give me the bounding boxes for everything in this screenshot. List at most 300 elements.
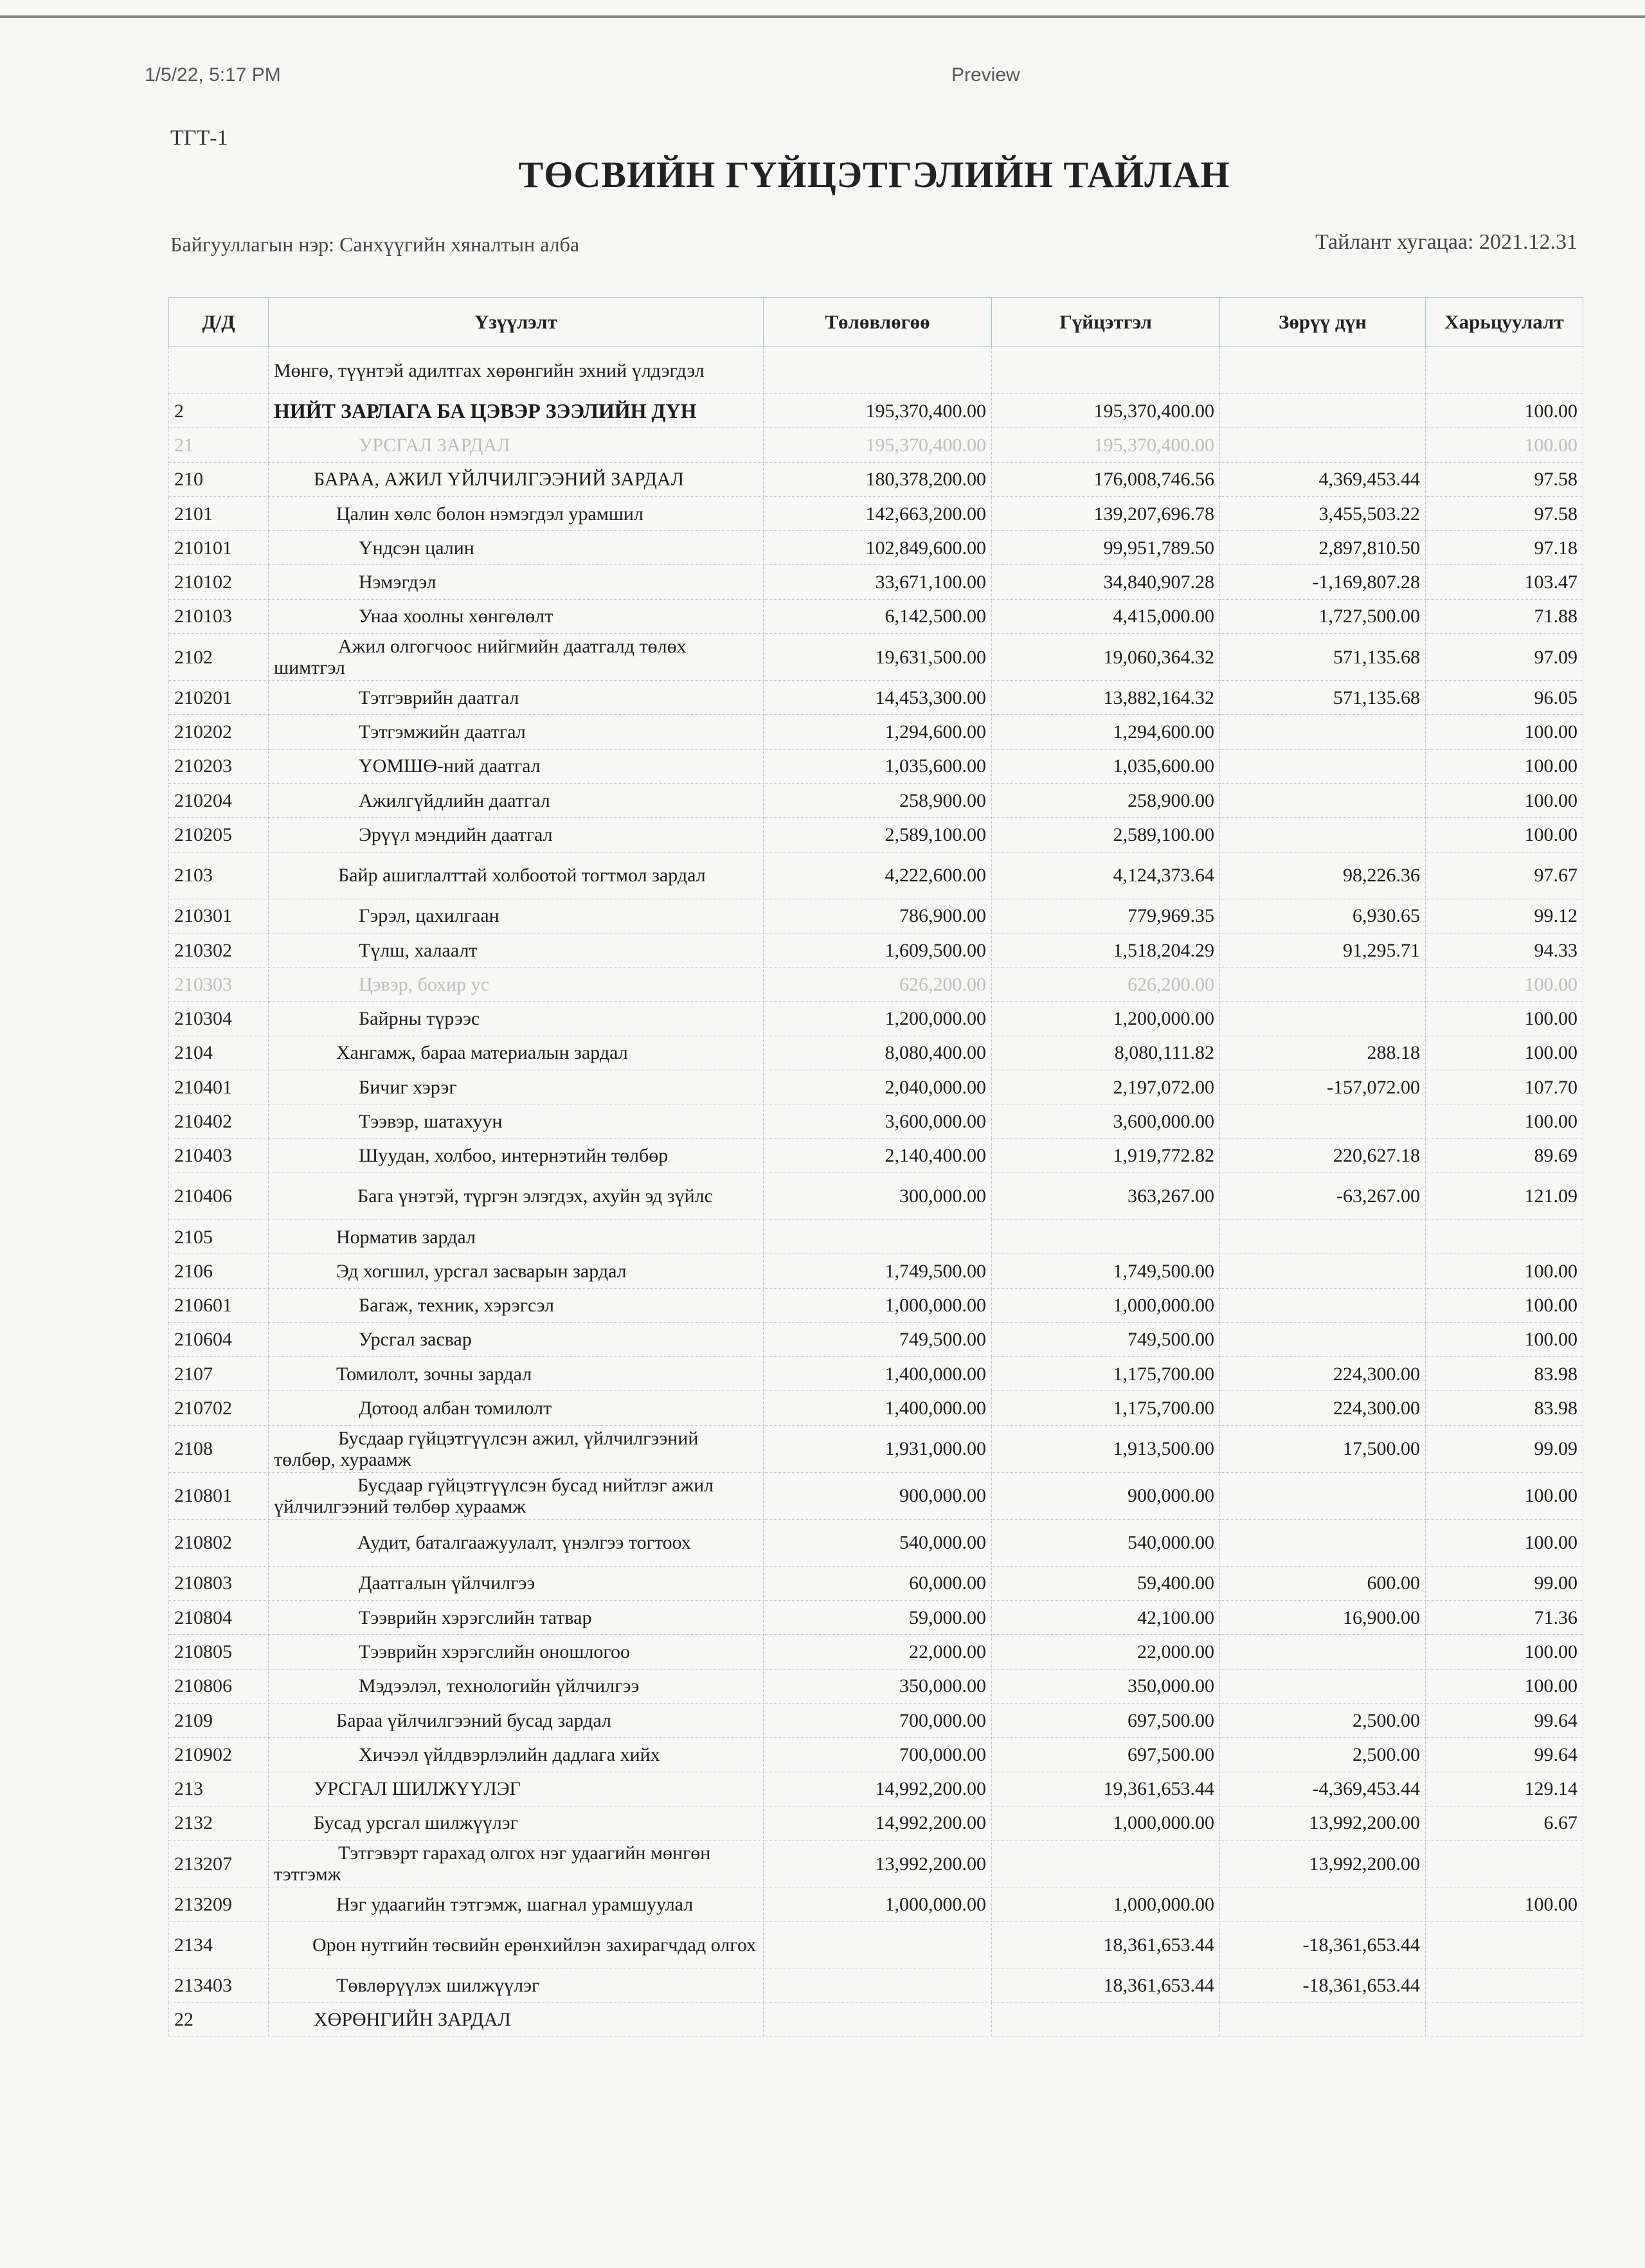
row-code: 210902 (169, 1738, 269, 1772)
row-code: 210201 (169, 681, 269, 715)
row-actual: 19,060,364.32 (992, 634, 1220, 681)
row-difference (1220, 1220, 1426, 1254)
table-row (169, 1138, 1583, 1173)
row-code: 2102 (169, 634, 269, 681)
row-plan (764, 347, 992, 394)
row-plan: 700,000.00 (764, 1738, 992, 1772)
row-plan: 1,035,600.00 (764, 749, 992, 783)
row-ratio: 99.12 (1426, 899, 1583, 933)
row-actual (992, 347, 1220, 394)
table-row (169, 681, 1583, 715)
row-indicator: НИЙТ ЗАРЛАГА БА ЦЭВЭР ЗЭЭЛИЙН ДҮН (269, 394, 764, 428)
table-row (169, 1357, 1583, 1391)
row-ratio: 100.00 (1426, 1472, 1583, 1519)
row-actual (992, 2003, 1220, 2037)
row-actual: 18,361,653.44 (992, 1968, 1220, 2003)
row-indicator: ХӨРӨНГИЙН ЗАРДАЛ (269, 2003, 764, 2037)
row-difference (1220, 1669, 1426, 1703)
row-code: 210806 (169, 1669, 269, 1703)
row-difference (1220, 818, 1426, 852)
row-difference (1220, 1887, 1426, 1922)
table-row (169, 933, 1583, 967)
row-code: 210702 (169, 1391, 269, 1425)
row-code: 2101 (169, 496, 269, 530)
row-code: 210102 (169, 565, 269, 599)
row-code: 210406 (169, 1173, 269, 1220)
row-actual: 626,200.00 (992, 968, 1220, 1002)
row-code: 210805 (169, 1635, 269, 1669)
row-actual (992, 1841, 1220, 1887)
row-difference (1220, 1288, 1426, 1322)
row-code: 213209 (169, 1887, 269, 1922)
row-plan: 540,000.00 (764, 1519, 992, 1566)
row-code: 22 (169, 2003, 269, 2037)
row-code: 210802 (169, 1519, 269, 1566)
row-actual: 59,400.00 (992, 1566, 1220, 1600)
row-plan: 1,000,000.00 (764, 1887, 992, 1922)
row-ratio: 99.09 (1426, 1425, 1583, 1472)
row-plan: 350,000.00 (764, 1669, 992, 1703)
row-actual: 1,035,600.00 (992, 749, 1220, 783)
row-actual: 1,749,500.00 (992, 1254, 1220, 1288)
row-ratio: 121.09 (1426, 1173, 1583, 1220)
row-indicator: Мөнгө, түүнтэй адилтгах хөрөнгийн эхний үлдэгдэл (269, 347, 764, 394)
row-actual: 1,000,000.00 (992, 1887, 1220, 1922)
row-actual: 1,000,000.00 (992, 1288, 1220, 1322)
row-indicator: Төвлөрүүлэх шилжүүлэг (269, 1968, 764, 2003)
row-ratio: 6.67 (1426, 1806, 1583, 1840)
table-row (169, 531, 1583, 565)
row-difference: 224,300.00 (1220, 1391, 1426, 1425)
row-code: 21 (169, 428, 269, 462)
row-indicator: Бараа үйлчилгээний бусад зардал (269, 1703, 764, 1737)
row-difference (1220, 1519, 1426, 1566)
row-code: 213 (169, 1772, 269, 1806)
row-indicator: УРСГАЛ ШИЛЖҮҮЛЭГ (269, 1772, 764, 1806)
row-actual: 1,200,000.00 (992, 1002, 1220, 1036)
row-ratio (1426, 1841, 1583, 1887)
row-ratio: 89.69 (1426, 1138, 1583, 1173)
row-plan (764, 1922, 992, 1968)
row-code: 210202 (169, 715, 269, 749)
row-plan: 1,400,000.00 (764, 1357, 992, 1391)
row-ratio: 99.64 (1426, 1738, 1583, 1772)
table-row (169, 852, 1583, 899)
row-difference: -157,072.00 (1220, 1070, 1426, 1104)
column-header-difference: Зөрүү дүн (1220, 298, 1426, 347)
row-actual: 1,919,772.82 (992, 1138, 1220, 1173)
row-indicator: ҮОМШӨ-ний даатгал (269, 749, 764, 783)
row-plan: 1,609,500.00 (764, 933, 992, 967)
row-ratio: 100.00 (1426, 428, 1583, 462)
table-header-row (169, 298, 1583, 347)
row-difference: 13,992,200.00 (1220, 1806, 1426, 1840)
table-row (169, 1070, 1583, 1104)
table-row (169, 1254, 1583, 1288)
row-difference (1220, 783, 1426, 817)
column-header-ratio: Харьцуулалт (1426, 298, 1583, 347)
row-indicator: Норматив зардал (269, 1220, 764, 1254)
row-ratio: 100.00 (1426, 1036, 1583, 1070)
row-plan: 33,671,100.00 (764, 565, 992, 599)
row-actual: 18,361,653.44 (992, 1922, 1220, 1968)
table-row (169, 1922, 1583, 1968)
row-ratio: 100.00 (1426, 968, 1583, 1002)
row-indicator: Тээврийн хэрэгслийн оношлогоо (269, 1635, 764, 1669)
table-row (169, 1002, 1583, 1036)
page-top-border (0, 15, 1645, 18)
row-ratio (1426, 1968, 1583, 2003)
row-plan: 1,400,000.00 (764, 1391, 992, 1425)
row-difference: 571,135.68 (1220, 681, 1426, 715)
table-row (169, 1601, 1583, 1635)
row-difference (1220, 715, 1426, 749)
table-row (169, 1425, 1583, 1472)
row-plan: 4,222,600.00 (764, 852, 992, 899)
row-plan: 14,992,200.00 (764, 1772, 992, 1806)
row-code: 2108 (169, 1425, 269, 1472)
row-code: 210801 (169, 1472, 269, 1519)
row-indicator: Ажил олгогчоос нийгмийн даатгалд төлөх шимтгэл (269, 634, 764, 681)
row-difference: 91,295.71 (1220, 933, 1426, 967)
row-difference: 600.00 (1220, 1566, 1426, 1600)
row-ratio: 97.58 (1426, 462, 1583, 496)
table-row (169, 1887, 1583, 1922)
row-plan: 786,900.00 (764, 899, 992, 933)
row-plan: 700,000.00 (764, 1703, 992, 1737)
row-code: 210101 (169, 531, 269, 565)
row-difference (1220, 347, 1426, 394)
row-code: 213207 (169, 1841, 269, 1887)
row-difference: 224,300.00 (1220, 1357, 1426, 1391)
row-actual: 779,969.35 (992, 899, 1220, 933)
row-code: 210803 (169, 1566, 269, 1600)
table-row (169, 1772, 1583, 1806)
row-difference: 2,500.00 (1220, 1738, 1426, 1772)
row-actual: 258,900.00 (992, 783, 1220, 817)
row-plan: 2,589,100.00 (764, 818, 992, 852)
row-actual: 19,361,653.44 (992, 1772, 1220, 1806)
row-indicator: Орон нутгийн төсвийн ерөнхийлэн захирагчдад олгох (269, 1922, 764, 1968)
row-ratio (1426, 1922, 1583, 1968)
row-indicator: Багаж, техник, хэрэгсэл (269, 1288, 764, 1322)
row-code: 210302 (169, 933, 269, 967)
row-ratio: 100.00 (1426, 1322, 1583, 1356)
row-code: 2109 (169, 1703, 269, 1737)
row-indicator: Томилолт, зочны зардал (269, 1357, 764, 1391)
row-indicator: Тэтгэвэрт гарахад олгох нэг удаагийн мөнгөн тэтгэмж (269, 1841, 764, 1887)
row-plan (764, 1968, 992, 2003)
row-indicator: Бага үнэтэй, түргэн элэгдэх, ахуйн эд зүйлс (269, 1173, 764, 1220)
row-difference (1220, 2003, 1426, 2037)
row-code: 2103 (169, 852, 269, 899)
row-indicator: Нэмэгдэл (269, 565, 764, 599)
print-app-name: Preview (951, 64, 1020, 86)
row-code: 2106 (169, 1254, 269, 1288)
table-row (169, 394, 1583, 428)
row-code: 210203 (169, 749, 269, 783)
row-ratio: 94.33 (1426, 933, 1583, 967)
row-actual: 900,000.00 (992, 1472, 1220, 1519)
row-difference (1220, 428, 1426, 462)
row-code (169, 347, 269, 394)
table-row (169, 1841, 1583, 1887)
row-ratio: 99.00 (1426, 1566, 1583, 1600)
column-header-plan: Төлөвлөгөө (764, 298, 992, 347)
row-indicator: Мэдээлэл, технологийн үйлчилгээ (269, 1669, 764, 1703)
row-actual: 1,175,700.00 (992, 1391, 1220, 1425)
row-actual: 1,000,000.00 (992, 1806, 1220, 1840)
row-difference: -18,361,653.44 (1220, 1968, 1426, 2003)
row-indicator: Цалин хөлс болон нэмэгдэл урамшил (269, 496, 764, 530)
row-actual: 1,913,500.00 (992, 1425, 1220, 1472)
row-actual: 42,100.00 (992, 1601, 1220, 1635)
row-indicator: Үндсэн цалин (269, 531, 764, 565)
row-indicator: Урсгал засвар (269, 1322, 764, 1356)
row-code: 210304 (169, 1002, 269, 1036)
row-code: 210103 (169, 599, 269, 633)
row-actual: 363,267.00 (992, 1173, 1220, 1220)
row-ratio: 100.00 (1426, 394, 1583, 428)
row-code: 210204 (169, 783, 269, 817)
form-code: ТГТ-1 (170, 126, 228, 150)
row-code: 210303 (169, 968, 269, 1002)
row-ratio: 97.18 (1426, 531, 1583, 565)
row-plan: 1,931,000.00 (764, 1425, 992, 1472)
table-row (169, 1036, 1583, 1070)
row-indicator: Бусад урсгал шилжүүлэг (269, 1806, 764, 1840)
row-difference: 16,900.00 (1220, 1601, 1426, 1635)
row-difference: 2,897,810.50 (1220, 531, 1426, 565)
row-plan (764, 1220, 992, 1254)
row-indicator: Түлш, халаалт (269, 933, 764, 967)
row-indicator: Тэтгэврийн даатгал (269, 681, 764, 715)
row-plan: 8,080,400.00 (764, 1036, 992, 1070)
row-ratio: 99.64 (1426, 1703, 1583, 1737)
row-actual: 195,370,400.00 (992, 428, 1220, 462)
table-row (169, 1173, 1583, 1220)
row-actual: 3,600,000.00 (992, 1104, 1220, 1138)
row-actual: 139,207,696.78 (992, 496, 1220, 530)
row-indicator: Тэтгэмжийн даатгал (269, 715, 764, 749)
row-ratio (1426, 2003, 1583, 2037)
row-difference (1220, 968, 1426, 1002)
row-plan: 6,142,500.00 (764, 599, 992, 633)
row-code: 2107 (169, 1357, 269, 1391)
table-row (169, 749, 1583, 783)
row-actual: 540,000.00 (992, 1519, 1220, 1566)
row-ratio: 107.70 (1426, 1070, 1583, 1104)
row-code: 210 (169, 462, 269, 496)
row-difference: 13,992,200.00 (1220, 1841, 1426, 1887)
row-difference: 571,135.68 (1220, 634, 1426, 681)
report-period: Тайлант хугацаа: 2021.12.31 (1315, 230, 1578, 254)
table-row (169, 462, 1583, 496)
row-plan: 22,000.00 (764, 1635, 992, 1669)
row-indicator: Бусдаар гүйцэтгүүлсэн бусад нийтлэг ажил үйлчилгээний төлбөр хураамж (269, 1472, 764, 1519)
row-indicator: Хангамж, бараа материалын зардал (269, 1036, 764, 1070)
row-difference (1220, 1635, 1426, 1669)
table-row (169, 1472, 1583, 1519)
report-title: ТӨСВИЙН ГҮЙЦЭТГЭЛИЙН ТАЙЛАН (518, 154, 1230, 195)
row-ratio: 100.00 (1426, 1104, 1583, 1138)
row-plan: 59,000.00 (764, 1601, 992, 1635)
row-code: 2104 (169, 1036, 269, 1070)
table-row (169, 1566, 1583, 1600)
row-indicator: Бичиг хэрэг (269, 1070, 764, 1104)
table-row (169, 2003, 1583, 2037)
row-ratio: 100.00 (1426, 1288, 1583, 1322)
row-difference: 4,369,453.44 (1220, 462, 1426, 496)
row-actual: 697,500.00 (992, 1703, 1220, 1737)
row-indicator: Аудит, баталгаажуулалт, үнэлгээ тогтоох (269, 1519, 764, 1566)
row-difference: 17,500.00 (1220, 1425, 1426, 1472)
row-plan: 180,378,200.00 (764, 462, 992, 496)
table-row (169, 1322, 1583, 1356)
row-indicator: Нэг удаагийн тэтгэмж, шагнал урамшуулал (269, 1887, 764, 1922)
row-ratio: 83.98 (1426, 1357, 1583, 1391)
table-row (169, 1703, 1583, 1737)
row-actual: 8,080,111.82 (992, 1036, 1220, 1070)
row-actual: 176,008,746.56 (992, 462, 1220, 496)
row-indicator: Гэрэл, цахилгаан (269, 899, 764, 933)
row-ratio: 100.00 (1426, 783, 1583, 817)
row-ratio: 97.09 (1426, 634, 1583, 681)
column-header-code: Д/Д (169, 298, 269, 347)
row-plan: 14,453,300.00 (764, 681, 992, 715)
row-plan: 2,040,000.00 (764, 1070, 992, 1104)
row-ratio: 83.98 (1426, 1391, 1583, 1425)
row-ratio (1426, 347, 1583, 394)
print-datetime: 1/5/22, 5:17 PM (145, 64, 281, 86)
row-indicator: Ажилгүйдлийн даатгал (269, 783, 764, 817)
row-code: 2105 (169, 1220, 269, 1254)
row-actual: 195,370,400.00 (992, 394, 1220, 428)
row-code: 210601 (169, 1288, 269, 1322)
row-ratio: 97.67 (1426, 852, 1583, 899)
row-ratio: 103.47 (1426, 565, 1583, 599)
row-difference (1220, 1104, 1426, 1138)
table-row (169, 818, 1583, 852)
row-indicator: Хичээл үйлдвэрлэлийн дадлага хийх (269, 1738, 764, 1772)
row-actual: 4,415,000.00 (992, 599, 1220, 633)
table-row (169, 634, 1583, 681)
row-code: 210804 (169, 1601, 269, 1635)
row-plan: 60,000.00 (764, 1566, 992, 1600)
row-plan: 749,500.00 (764, 1322, 992, 1356)
table-row (169, 1288, 1583, 1322)
table-row (169, 599, 1583, 633)
row-code: 210403 (169, 1138, 269, 1173)
row-difference (1220, 1254, 1426, 1288)
row-indicator: Эд хогшил, урсгал засварын зардал (269, 1254, 764, 1288)
row-plan: 900,000.00 (764, 1472, 992, 1519)
row-plan: 19,631,500.00 (764, 634, 992, 681)
table-row (169, 347, 1583, 394)
table-row (169, 968, 1583, 1002)
table-row (169, 715, 1583, 749)
row-indicator: Байрны түрээс (269, 1002, 764, 1036)
row-ratio: 100.00 (1426, 1669, 1583, 1703)
row-difference (1220, 749, 1426, 783)
row-difference: 1,727,500.00 (1220, 599, 1426, 633)
row-difference: -18,361,653.44 (1220, 1922, 1426, 1968)
table-row (169, 1806, 1583, 1840)
row-plan: 195,370,400.00 (764, 428, 992, 462)
row-difference (1220, 1322, 1426, 1356)
row-indicator: Тээвэр, шатахуун (269, 1104, 764, 1138)
row-plan: 626,200.00 (764, 968, 992, 1002)
row-plan: 1,200,000.00 (764, 1002, 992, 1036)
row-difference: 6,930.65 (1220, 899, 1426, 933)
row-code: 2 (169, 394, 269, 428)
column-header-actual: Гүйцэтгэл (992, 298, 1220, 347)
row-actual (992, 1220, 1220, 1254)
row-plan: 2,140,400.00 (764, 1138, 992, 1173)
table-row (169, 899, 1583, 933)
row-difference: 288.18 (1220, 1036, 1426, 1070)
row-actual: 1,294,600.00 (992, 715, 1220, 749)
table-row (169, 783, 1583, 817)
row-indicator: Дотоод албан томилолт (269, 1391, 764, 1425)
row-difference: 3,455,503.22 (1220, 496, 1426, 530)
row-difference: 2,500.00 (1220, 1703, 1426, 1737)
row-code: 210205 (169, 818, 269, 852)
row-code: 210604 (169, 1322, 269, 1356)
row-code: 2134 (169, 1922, 269, 1968)
row-actual: 1,175,700.00 (992, 1357, 1220, 1391)
row-actual: 1,518,204.29 (992, 933, 1220, 967)
row-difference: -4,369,453.44 (1220, 1772, 1426, 1806)
row-plan: 142,663,200.00 (764, 496, 992, 530)
table-row (169, 1519, 1583, 1566)
column-header-indicator: Үзүүлэлт (269, 298, 764, 347)
row-actual: 697,500.00 (992, 1738, 1220, 1772)
row-difference: 220,627.18 (1220, 1138, 1426, 1173)
row-indicator: Бусдаар гүйцэтгүүлсэн ажил, үйлчилгээний төлбөр, хураамж (269, 1425, 764, 1472)
row-ratio: 71.88 (1426, 599, 1583, 633)
row-actual: 2,589,100.00 (992, 818, 1220, 852)
row-plan: 1,294,600.00 (764, 715, 992, 749)
row-difference: -1,169,807.28 (1220, 565, 1426, 599)
row-ratio: 100.00 (1426, 1887, 1583, 1922)
row-indicator: БАРАА, АЖИЛ ҮЙЛЧИЛГЭЭНИЙ ЗАРДАЛ (269, 462, 764, 496)
row-actual: 2,197,072.00 (992, 1070, 1220, 1104)
row-ratio (1426, 1220, 1583, 1254)
row-actual: 749,500.00 (992, 1322, 1220, 1356)
row-ratio: 96.05 (1426, 681, 1583, 715)
row-code: 210301 (169, 899, 269, 933)
row-actual: 22,000.00 (992, 1635, 1220, 1669)
budget-execution-table (168, 297, 1583, 2037)
row-indicator: Шуудан, холбоо, интернэтийн төлбөр (269, 1138, 764, 1173)
row-code: 210402 (169, 1104, 269, 1138)
row-indicator: Эрүүл мэндийн даатгал (269, 818, 764, 852)
row-plan: 3,600,000.00 (764, 1104, 992, 1138)
row-plan: 258,900.00 (764, 783, 992, 817)
row-ratio: 100.00 (1426, 1519, 1583, 1566)
table-row (169, 1669, 1583, 1703)
row-ratio: 100.00 (1426, 1635, 1583, 1669)
row-plan: 1,000,000.00 (764, 1288, 992, 1322)
row-ratio: 100.00 (1426, 715, 1583, 749)
row-indicator: Унаа хоолны хөнгөлөлт (269, 599, 764, 633)
table-row (169, 1391, 1583, 1425)
table-row (169, 496, 1583, 530)
row-indicator: УРСГАЛ ЗАРДАЛ (269, 428, 764, 462)
row-plan: 1,749,500.00 (764, 1254, 992, 1288)
table-row (169, 565, 1583, 599)
